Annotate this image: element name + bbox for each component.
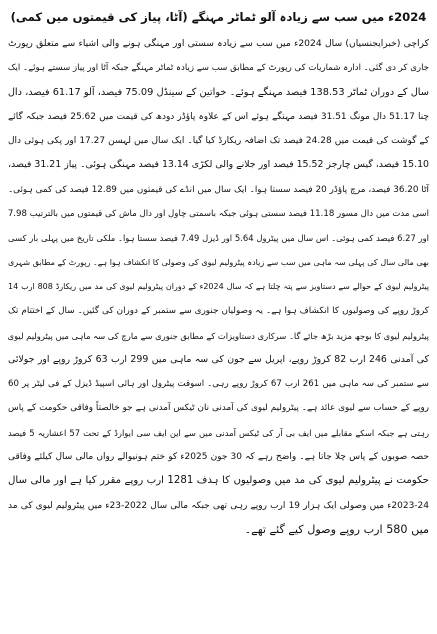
body-line: روپے کے حساب سے لیوی عائد ہے۔ پیٹرولیم لیوی کی آمدنی نان ٹیکس آمدنی ہے جو خالصتاً وفاقی حکومت کے پاس: [8, 403, 429, 414]
body-line: آٹا 36.20 فیصد، مرچ پاؤڈر 20 فیصد سستا ہوا۔ ایک سال میں انڈے کی قیمتوں میں 12.89 فیصد کی کمی ہوئی۔: [8, 184, 429, 195]
body-line: 15.10 فیصد، گیس چارجز 15.52 فیصد اور جلانے والی لکڑی 13.14 فیصد مہنگی ہوئی۔ پیاز 31.21 فیصد،: [8, 159, 429, 171]
body-line: بھی مالی سال کی پہلی سہ ماہی میں سب سے زیادہ پیٹرولیم لیوی کی وصولی کا انکشاف ہوا ہے۔ رپورٹ کے مطابق شہری: [8, 257, 429, 267]
body-line: کروڑ روپے کی وصولیوں کا انکشاف ہوا ہے۔ یہ وصولیاں جنوری سے ستمبر کے دوران کی گئیں۔ سال کے اختتام تک: [8, 306, 429, 317]
body-line: کے گوشت کی قیمت میں 24.28 فیصد تک اضافہ ریکارڈ کیا گیا۔ ایک سال میں لہسن 17.27 اور پکی ہوئی دال: [8, 136, 429, 147]
body-line: میں 580 ارب روپے وصول کیے گئے تھے۔: [244, 522, 429, 536]
body-line: حکومت نے پیٹرولیم لیوی کی مد میں وصولیوں کا ہدف 1281 ارب روپے مقرر کیا ہے اور مالی سال: [8, 475, 429, 487]
body-line: چنا 51.17 دال مونگ 31.51 فیصد مہنگے ہوئے اس کے علاوہ پاؤڈر دودھ کی قیمت میں 25.62 فیصد جبکہ گائے: [8, 111, 429, 122]
headline: 2024ء میں سب سے زیادہ آلو ٹماٹر مہنگے (آٹا، پیاز کی قیمتوں میں کمی): [10, 10, 427, 24]
body-line: سے ستمبر کی سہ ماہی میں 261 ارب 67 کروڑ روپے رہی۔ اسوقت پیٹرول اور ہائی اسپیڈ ڈیزل کے فی لیٹر پر 60: [8, 379, 429, 390]
body-line: پیٹرولیم لیوی کا بوجھ مزید بڑھ جائے گا۔ سرکاری دستاویزات کے مطابق جنوری سے مارچ کی سہ ماہی میں پیٹرولیم لیوی: [7, 330, 429, 341]
body-line: کی آمدنی 246 ارب 82 کروڑ روپے، اپریل سے جون کی سہ ماہی میں 299 ارب 63 کروڑ روپے اور جولائی: [8, 353, 430, 365]
body-line: رہتی ہے جبکہ اسکے مقابلے میں ایف بی آر کی ٹیکس آمدنی میں سے این ایف سی ایوارڈ کے تحت 57 اعشاریہ 5 فیصد: [8, 427, 429, 438]
body-line: کراچی (خبرایجنسیاں) سال 2024ء میں سب سے زیادہ سستی اور مہنگی ہونے والی اشیاء سے متعلق رپورٹ: [8, 38, 429, 49]
article-body: [8, 32, 429, 542]
body-line: اسی مدت میں دال مسور 11.18 فیصد سستی ہوئی جبکہ باسمتی چاول اور دال ماش کی قیمتوں میں بالترتیب 7.98: [7, 209, 429, 220]
body-line: پیٹرولیم لیوی کے حوالے سے دستاویز سے پتہ چلتا ہے کہ سال 2024ء کے دوران پیٹرولیم لیوی کی مد میں ریکارڈ 808 ارب 14: [8, 281, 429, 291]
body-line: اور 6.27 فیصد کمی ہوئی۔ اس سال میں پیٹرول 5.64 اور ڈیزل 7.49 فیصد سستا ہوا۔ ملکی تاریخ میں پہلی بار کسی: [8, 233, 429, 244]
body-line: حصہ صوبوں کے پاس چلا جاتا ہے۔ واضح رہے کہ 30 جون 2025ء کو ختم ہونیوالے رواں مالی سال کیلئے وفاقی: [8, 452, 430, 463]
body-line: جاری کر دی گئی۔ ادارہ شماریات کی رپورٹ کے مطابق سب سے زیادہ ٹماٹر مہنگے جبکہ آٹا اور پیاز سستے ہوئے۔ ایک: [7, 63, 429, 74]
body-line: سال کے دوران ٹماٹر 138.53 فیصد مہنگے ہوئے۔ خواتین کے سینڈل 75.09 فیصد، آلو 61.17 فیصد، دال: [7, 86, 429, 98]
body-line: 2023-24ء میں وصولی ایک ہزار 19 ارب روپے رہی تھی جبکہ مالی سال 2022-23ء میں پیٹرولیم لیوی کی مد: [8, 500, 430, 511]
